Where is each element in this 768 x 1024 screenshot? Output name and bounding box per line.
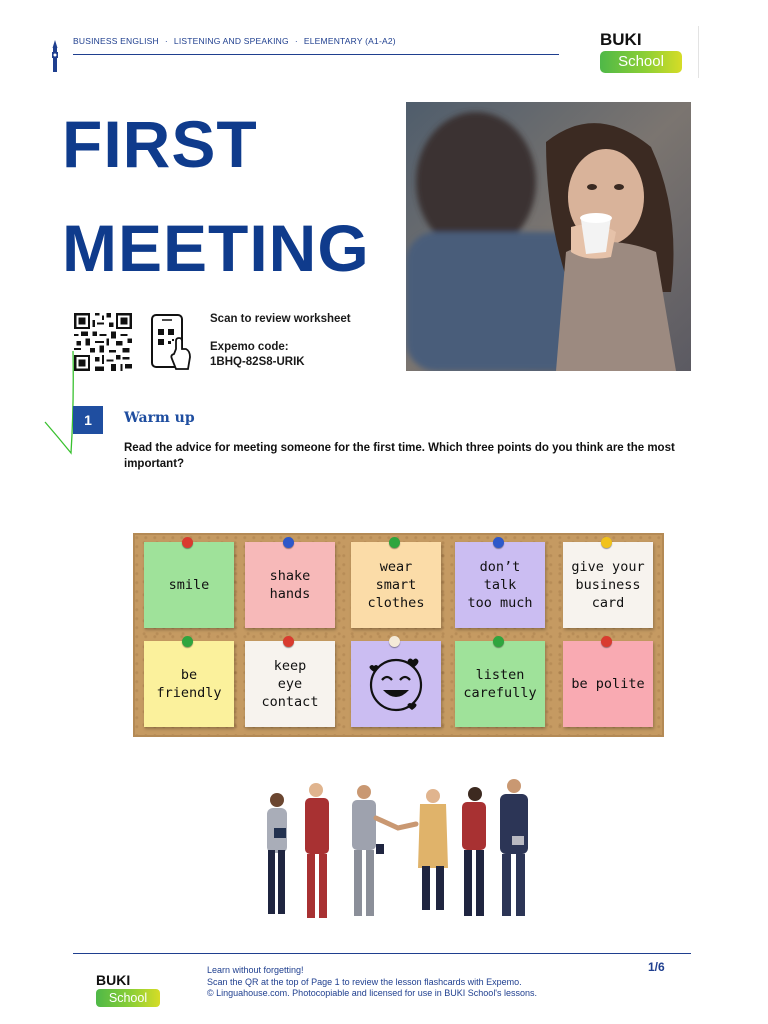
footer-copyright: © Linguahouse.com. Photocopiable and licensed for use in BUKI School's lessons. [207, 988, 538, 998]
sticky-note [455, 641, 545, 727]
breadcrumb-course: BUSINESS ENGLISH [73, 36, 159, 46]
big-ben-icon [50, 40, 60, 72]
pushpin-icon [389, 636, 400, 647]
logo-divider [698, 26, 699, 78]
sticky-note-text: shake hands [269, 568, 311, 602]
phone-scan-icon [150, 313, 192, 371]
expemo-code[interactable]: 1BHQ-82S8-URIK [210, 356, 305, 368]
footer-divider [73, 953, 691, 954]
section-title: Warm up [124, 410, 195, 426]
smiley-hearts-icon [366, 654, 426, 714]
pushpin-icon [283, 636, 294, 647]
buki-school-logo [600, 30, 688, 73]
pushpin-icon [182, 537, 193, 548]
sticky-note-text: keep eye contact [261, 658, 319, 710]
sticky-note-text: listen carefully [463, 667, 537, 701]
logo-buki-text: BUKI [600, 30, 642, 49]
sticky-note [245, 641, 335, 727]
header-divider [73, 54, 559, 55]
breadcrumb-separator: · [164, 36, 168, 46]
pushpin-icon [601, 537, 612, 548]
footer-buki-school-logo [96, 972, 166, 1007]
business-people-illustration [250, 770, 550, 922]
cork-board [133, 533, 664, 737]
footer-logo-school-pill: School [96, 989, 160, 1007]
section-number: 1 [73, 406, 103, 434]
footer-logo-buki-text: BUKI [96, 972, 131, 988]
pushpin-icon [493, 537, 504, 548]
pushpin-icon [182, 636, 193, 647]
sticky-note [563, 641, 653, 727]
sticky-note [455, 542, 545, 628]
breadcrumb-separator: · [294, 36, 298, 46]
pushpin-icon [601, 636, 612, 647]
pushpin-icon [283, 537, 294, 548]
breadcrumb-skill: LISTENING AND SPEAKING [173, 36, 289, 46]
footer-text [207, 965, 537, 1000]
scan-label: Scan to review worksheet [210, 313, 351, 325]
sticky-note-text: wear smart clothes [367, 559, 425, 611]
sticky-note [351, 641, 441, 727]
coffee-meeting-photo [406, 102, 691, 371]
sticky-note-text: be friendly [156, 667, 222, 701]
sticky-note-text: give your business card [571, 559, 645, 611]
sticky-note [563, 542, 653, 628]
green-checkmark-icon [40, 345, 82, 460]
title-line-1: FIRST [62, 107, 258, 181]
sticky-note [144, 542, 234, 628]
breadcrumb [73, 36, 396, 46]
expemo-code-label: Expemo code: [210, 341, 289, 353]
pushpin-icon [389, 537, 400, 548]
sticky-note [245, 542, 335, 628]
scan-info [210, 312, 351, 370]
footer-tagline: Learn without forgetting! [207, 965, 304, 975]
page-number: 1/6 [648, 960, 665, 974]
section-instruction: Read the advice for meeting someone for the first time. Which three points do you think are the most important? [124, 442, 675, 470]
sticky-note-text: smile [168, 577, 210, 593]
sticky-note [144, 641, 234, 727]
sticky-note [351, 542, 441, 628]
footer-instructions: Scan the QR at the top of Page 1 to review the lesson flashcards with Expemo. [207, 976, 522, 987]
sticky-note-text: don’t talk too much [467, 559, 533, 611]
sticky-note-text: be polite [571, 676, 645, 692]
breadcrumb-level: ELEMENTARY (A1-A2) [303, 36, 396, 46]
pushpin-icon [493, 636, 504, 647]
title-line-2: MEETING [62, 211, 370, 285]
logo-school-pill: School [600, 51, 682, 73]
page-title [62, 92, 370, 300]
